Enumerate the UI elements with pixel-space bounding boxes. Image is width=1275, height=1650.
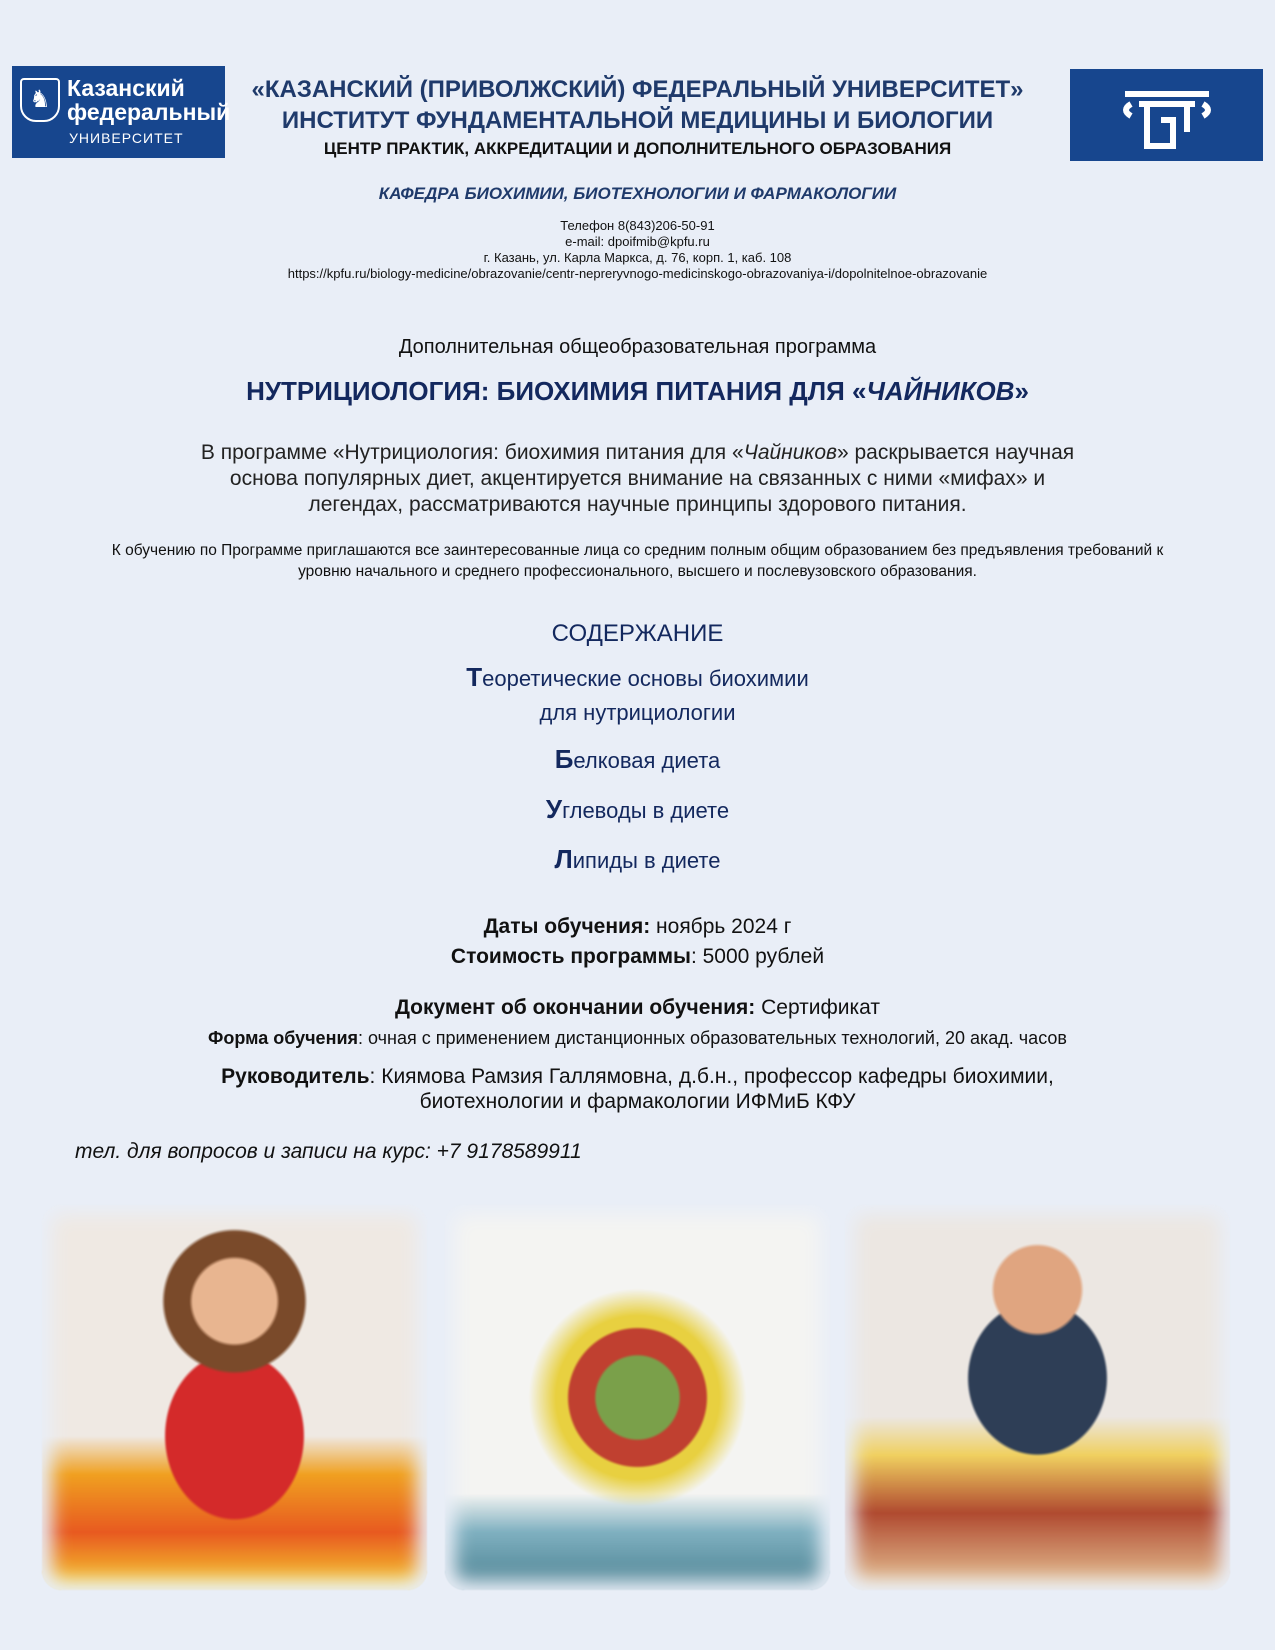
dates: Даты обучения: ноябрь 2024 г <box>483 915 792 938</box>
cost: Стоимость программы: 5000 рублей <box>450 945 825 968</box>
vegetables-splash-photo <box>445 1205 830 1590</box>
phone: Телефон 8(843)206-50-91 <box>560 218 715 233</box>
website-link[interactable]: https://kpfu.ru/biology-medicine/obrazovanie/centr-nepreryvnogo-medicinskogo-obrazovaniya-i/dopolnitelnoe-obrazovanie <box>287 266 988 281</box>
address: г. Казань, ул. Карла Маркса, д. 76, корп. 1, каб. 108 <box>483 250 792 265</box>
logo-text: Казанский <box>67 75 185 101</box>
contents-list <box>0 660 1275 878</box>
man-with-cheese-photo <box>845 1205 1230 1590</box>
logo-text: УНИВЕРСИТЕТ <box>69 130 184 146</box>
contact-phone: тел. для вопросов и записи на курс: +7 9178589911 <box>75 1140 582 1163</box>
contents-item: Липиды в диете <box>554 844 721 874</box>
certificate: Документ об окончании обучения: Сертификат <box>394 996 881 1019</box>
contacts <box>0 218 1275 282</box>
department-name: КАФЕДРА БИОХИМИИ, БИОТЕХНОЛОГИИ И ФАРМАКОЛОГИИ <box>378 184 897 203</box>
crest-icon: ♞ <box>20 78 60 122</box>
supervisor: Руководитель: Киямова Рамзия Галлямовна, д.б.н., профессор кафедры биохимии, биотехнологии и фармакологии ИФМиБ КФУ <box>221 1065 1054 1113</box>
contents-heading: СОДЕРЖАНИЕ <box>551 620 724 647</box>
logo-text: федеральный <box>67 99 231 125</box>
contents-item: Углеводы в диете <box>545 794 730 824</box>
contents-item: Теоретические основы биохимии для нутрициологии <box>466 662 809 725</box>
email-link[interactable]: e-mail: dpoifmib@kpfu.ru <box>565 234 710 249</box>
program-title: НУТРИЦИОЛОГИЯ: БИОХИМИЯ ПИТАНИЯ ДЛЯ «ЧАЙНИКОВ» <box>246 376 1029 406</box>
institute-name: ИНСТИТУТ ФУНДАМЕНТАЛЬНОЙ МЕДИЦИНЫ И БИОЛОГИИ <box>281 107 994 134</box>
contents-item: Белковая диета <box>554 744 721 774</box>
invitation-text: К обучению по Программе приглашаются все заинтересованные лица со средним полным общим образованием без предъявления требований к уровню начального и среднего профессионального, высшего и послевузовского образования. <box>111 542 1164 580</box>
center-name: ЦЕНТР ПРАКТИК, АККРЕДИТАЦИИ И ДОПОЛНИТЕЛЬНОГО ОБРАЗОВАНИЯ <box>323 139 952 158</box>
university-name: «КАЗАНСКИЙ (ПРИВОЛЖСКИЙ) ФЕДЕРАЛЬНЫЙ УНИВЕРСИТЕТ» <box>251 76 1024 103</box>
program-description: В программе «Нутрициология: биохимия питания для «Чайников» раскрывается научная основа популярных диет, акцентируется внимание на связанных с ними «мифах» и легендах, рассматриваются научные принципы здорового питания. <box>200 441 1075 516</box>
program-type: Дополнительная общеобразовательная программа <box>398 336 877 358</box>
study-form: Форма обучения: очная с применением дистанционных образовательных технологий, 20 акад. часов <box>208 1028 1067 1048</box>
woman-with-fruits-photo <box>42 1205 427 1590</box>
